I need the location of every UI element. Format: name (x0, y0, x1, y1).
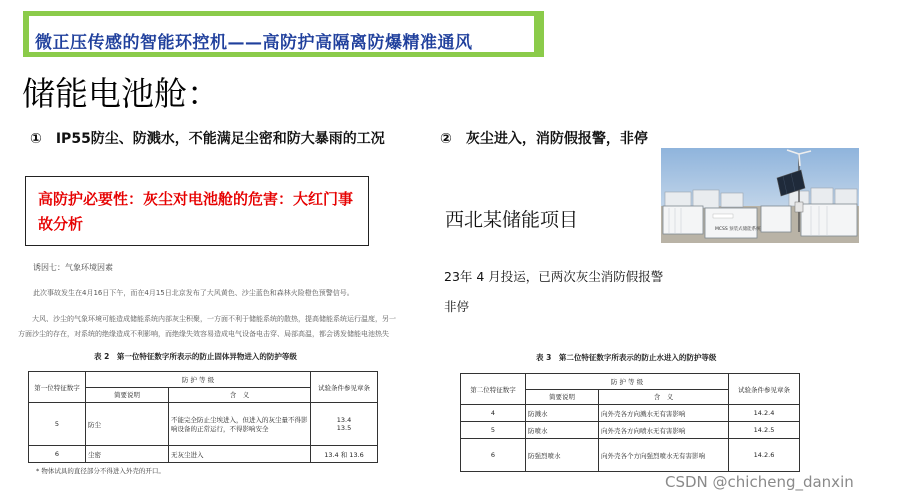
risk-callout-text: 高防护必要性：灰尘对电池舱的危害：大红门事故分析 (38, 190, 354, 233)
table-cell: 尘密 (86, 446, 169, 463)
table-3-caption: 表 3 第二位特征数字所表示的防止水进入的防护等级 (536, 353, 717, 362)
banner-title: 微正压传感的智能环控机——高防护高隔离防爆精准通风 (35, 33, 473, 53)
table-cell: 向外壳各个方向强烈喷水无有害影响 (599, 439, 729, 472)
table-cell: 无灰尘进入 (169, 446, 311, 463)
table-cell: 防喷水 (526, 422, 599, 439)
table-2 (28, 371, 378, 463)
header-banner (23, 11, 544, 57)
page-title: 储能电池舱： (22, 74, 220, 113)
point-two: ② 灰尘进入，消防假报警，非停 (440, 131, 648, 147)
doc-paragraph-2-line-1: 大风、沙尘的气象环境可能造成储能系统内部灰尘积聚，一方面不利于储能系统的散热，提高储能系统运行温度，另一 (32, 315, 396, 323)
table-3 (460, 373, 800, 472)
table-row (461, 422, 800, 439)
energy-storage-site-photo (661, 148, 859, 243)
table-row (29, 446, 378, 463)
table-cell: 防尘 (86, 403, 169, 446)
header-banner-panel (29, 16, 534, 52)
table-header-cell: 含 义 (169, 387, 311, 403)
table-row (461, 439, 800, 472)
doc-heading: 诱因七：气象环境因素 (33, 263, 113, 272)
table-cell: 防溅水 (526, 405, 599, 422)
table-cell: 5 (461, 422, 526, 439)
csdn-watermark: CSDN @chicheng_danxin (665, 473, 854, 491)
table-cell: 4 (461, 405, 526, 422)
table-cell: 6 (461, 439, 526, 472)
table-cell: 5 (29, 403, 86, 446)
point-one: ① IP55防尘、防溅水，不能满足尘密和防大暴雨的工况 (30, 131, 385, 147)
project-title: 西北某储能项目 (445, 209, 579, 231)
photo-container-label: MCSS 预装式储能系统 (715, 227, 761, 232)
table-cell: 13.4 13.5 (311, 403, 378, 446)
table-cell: 13.4 和 13.6 (311, 446, 378, 463)
doc-paragraph-2-line-2: 方面沙尘的存在，对系统的绝缘造成不利影响，而绝缘失效容易造成电气设备电击穿、局部高温，都会诱发储能电池热失 (18, 330, 389, 338)
table-cell: 不能完全防止尘埃进入，但进入的灰尘量不得影响设备的正常运行，不得影响安全 (169, 403, 311, 446)
table-header-cell: 试验条件参见章条 (311, 372, 378, 403)
table-2-note: * 物体试具的直径部分不得进入外壳的开口。 (36, 467, 165, 475)
doc-paragraph-1: 此次事故发生在4月16日下午，而在4月15日北京发布了大风黄色、沙尘蓝色和森林火险橙色预警信号。 (33, 289, 354, 297)
table-header-cell: 防 护 等 级 (86, 372, 311, 388)
doc-paragraph-2 (18, 312, 412, 342)
table-header-row (29, 372, 378, 388)
table-header-row (461, 374, 800, 390)
table-cell: 防强烈喷水 (526, 439, 599, 472)
table-header-cell: 含 义 (599, 389, 729, 405)
table-header-cell: 第一位特征数字 (29, 372, 86, 403)
table-cell: 向外壳各方向喷水无有害影响 (599, 422, 729, 439)
table-cell: 14.2.4 (729, 405, 800, 422)
table-header-cell: 简要说明 (526, 389, 599, 405)
table-cell: 14.2.5 (729, 422, 800, 439)
table-header-cell: 第二位特征数字 (461, 374, 526, 405)
table-row (461, 405, 800, 422)
table-cell: 6 (29, 446, 86, 463)
risk-callout-box (25, 176, 369, 246)
table-row (29, 403, 378, 446)
table-header-cell: 简要说明 (86, 387, 169, 403)
table-cell: 向外壳各方向溅水无有害影响 (599, 405, 729, 422)
project-description: 23年 4 月投运，已两次灰尘消防假报警 非停 (444, 269, 664, 314)
table-header-cell: 试验条件参见章条 (729, 374, 800, 405)
table-cell: 14.2.6 (729, 439, 800, 472)
table-2-caption: 表 2 第一位特征数字所表示的防止固体异物进入的防护等级 (94, 352, 297, 361)
table-header-cell: 防 护 等 级 (526, 374, 729, 390)
